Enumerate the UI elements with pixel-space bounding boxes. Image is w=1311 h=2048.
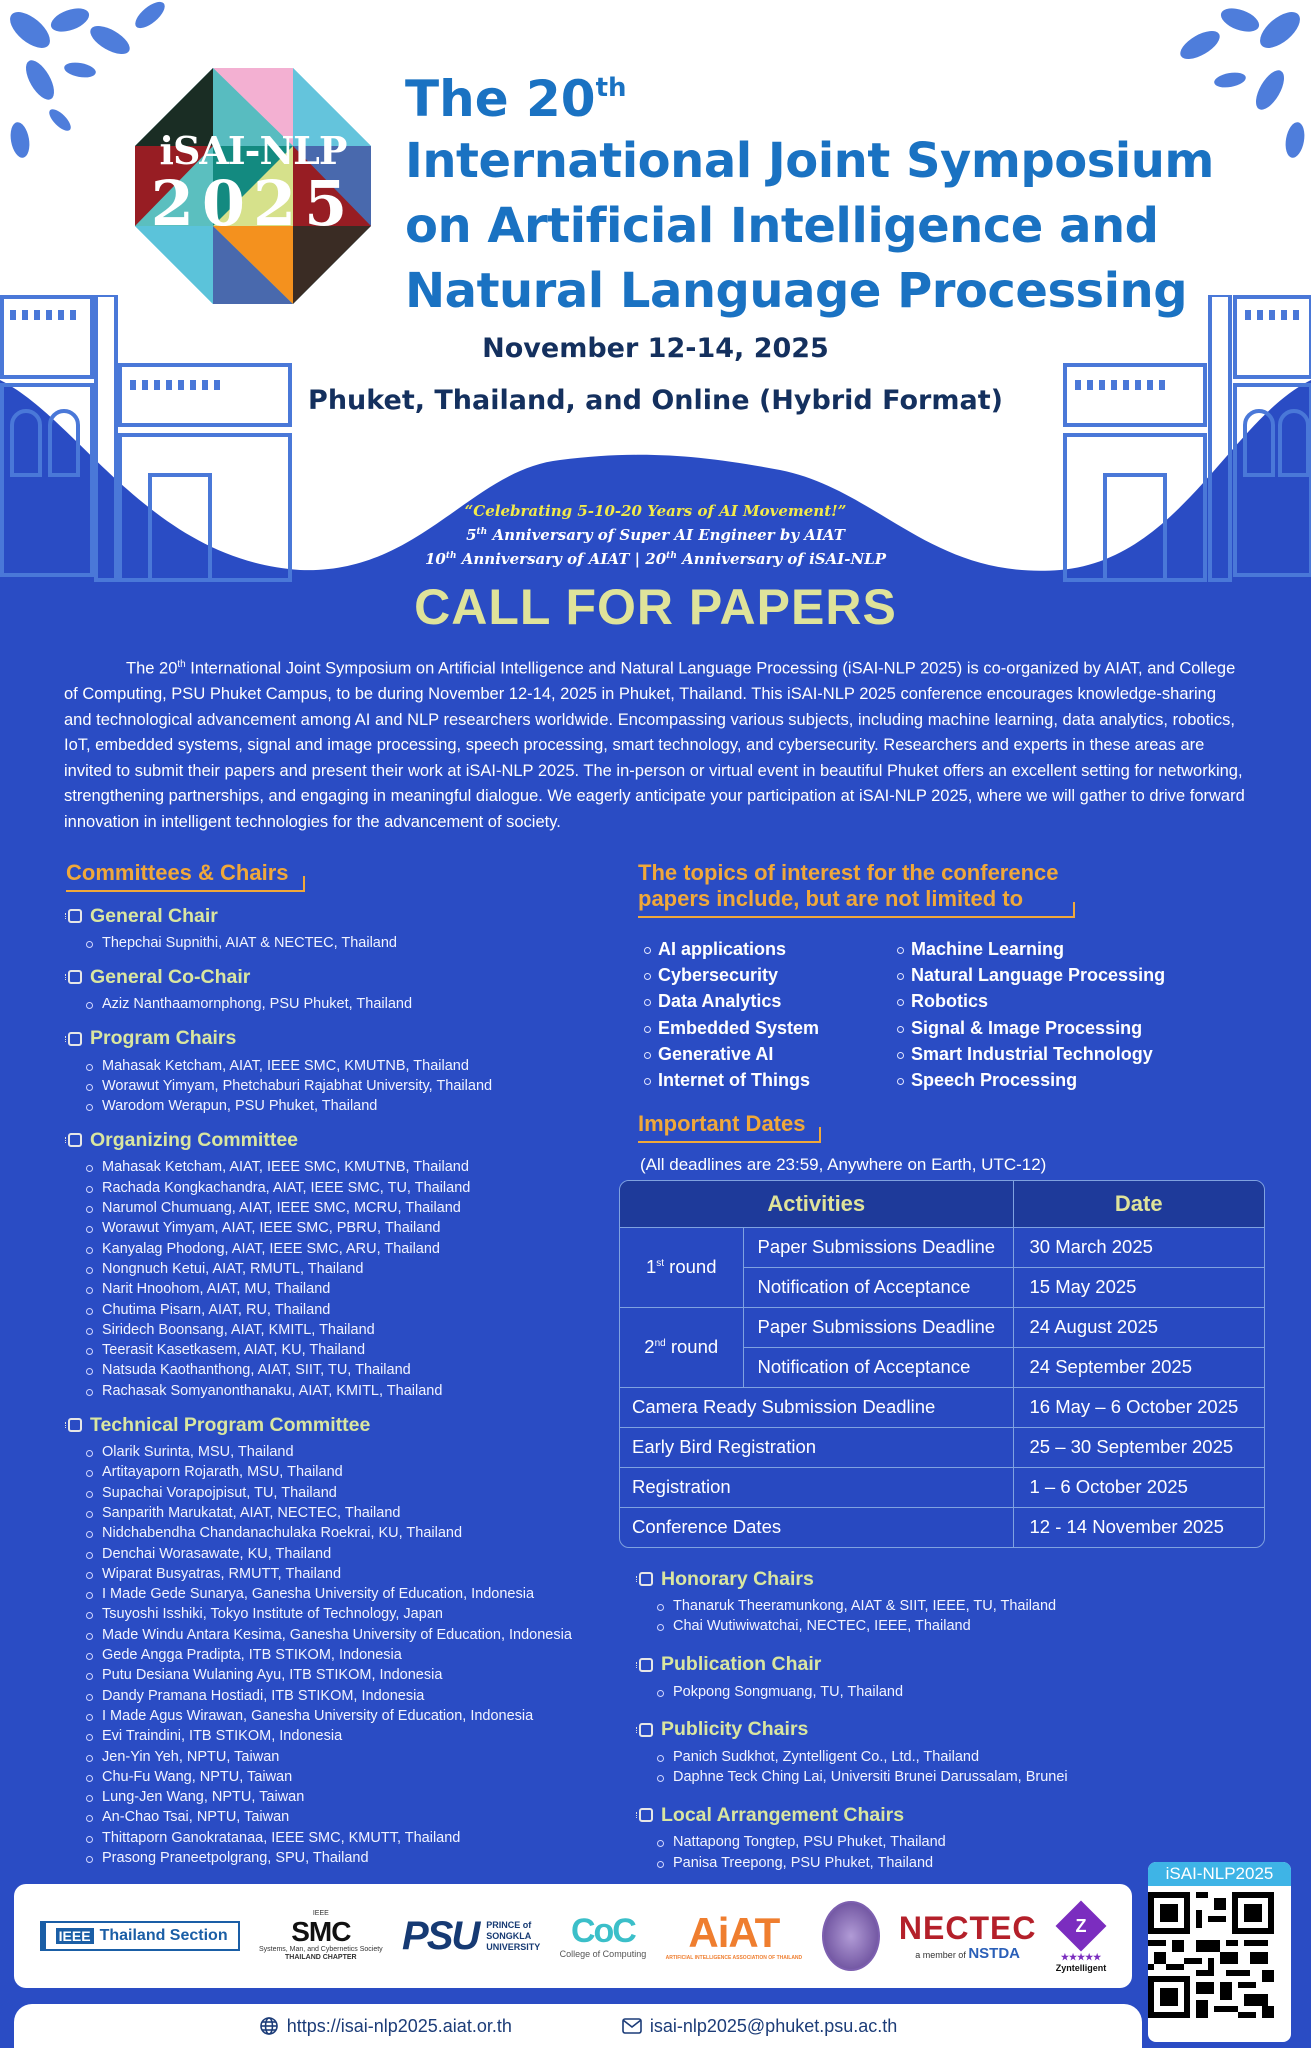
- table-row: Camera Ready Submission Deadline 16 May – 6 October 2025: [620, 1387, 1264, 1427]
- table-row: Registration 1 – 6 October 2025: [620, 1467, 1264, 1507]
- celebration-line-2: 5th Anniversary of Super AI Engineer by AIAT: [466, 526, 845, 544]
- list-item: Supachai Vorapojpisut, TU, Thailand: [86, 1483, 626, 1503]
- list-item: Panisa Treepong, PSU Phuket, Thailand: [657, 1853, 1257, 1873]
- ieee-smc-logo: IEEE SMC Systems, Man, and Cybernetics Society THAILAND CHAPTER: [258, 1910, 383, 1961]
- list-item: Warodom Werapun, PSU Phuket, Thailand: [86, 1096, 626, 1116]
- list-item: Pokpong Songmuang, TU, Thailand: [657, 1682, 1257, 1702]
- conference-title: [405, 58, 1214, 324]
- list-item: Wiparat Busyatras, RMUTT, Thailand: [86, 1564, 626, 1584]
- logo-text: [135, 128, 371, 240]
- list-item: Thanaruk Theeramunkong, AIAT & SIIT, IEEE, TU, Thailand: [657, 1596, 1257, 1616]
- ieee-thailand-logo: IEEE Thailand Section: [40, 1921, 240, 1951]
- chip-icon: [639, 1723, 653, 1737]
- list-item: I Made Agus Wirawan, Ganesha University of Education, Indonesia: [86, 1706, 626, 1726]
- title-line-2: on Artificial Intelligence and: [405, 198, 1159, 254]
- round-label: 2nd round: [620, 1307, 743, 1387]
- topic-item: Embedded System: [644, 1015, 897, 1041]
- list-item: Thepchai Supnithi, AIAT & NECTEC, Thailand: [86, 933, 626, 953]
- list-item: Evi Traindini, ITB STIKOM, Indonesia: [86, 1726, 626, 1746]
- qr-code-card[interactable]: [1148, 1862, 1291, 2042]
- column-header-date: Date: [1013, 1181, 1264, 1227]
- topics-section: [638, 860, 1278, 1175]
- table-row: 2nd round Paper Submissions Deadline 24 August 2025: [620, 1307, 1264, 1347]
- committee-group-organizing: Organizing Committee Mahasak Ketcham, AIAT, IEEE SMC, KMUTNB, Thailand Rachada Kongkachandra, AIAT, IEEE SMC, TU, Thailand Narumol Chumuang, AIAT, IEEE SMC, MCRU, Thailand Worawut Yimyam, AIAT, IEEE SMC, PBRU, Thailand Kanyalag Phodong, AIAT, IEEE SMC, ARU, Thailand Nongnuch Ketui, AIAT, RMUTL, Thailand Narit Hnoohom, AIAT, MU, Thailand Chutima Pisarn, AIAT, RU, Thailand Siridech Boonsang, AIAT, KMITL, Thailand Teerasit Kasetkasem, AIAT, KU, Thailand Natsuda Kaothanthong, AIAT, SIIT, TU, Thailand Rachasak Somyanonthanaku, AIAT, KMITL, Thailand: [66, 1126, 626, 1401]
- topic-item: Robotics: [897, 988, 1197, 1014]
- committee-group-publicity-chairs: Publicity Chairs Panich Sudkhot, Zyntelligent Co., Ltd., Thailand Daphne Teck Ching Lai, Universiti Brunei Darussalam, Brunei: [637, 1716, 1257, 1788]
- round-label: 1st round: [620, 1227, 743, 1307]
- university-seal-icon: [822, 1901, 880, 1971]
- call-for-papers-heading: CALL FOR PAPERS: [414, 579, 897, 635]
- conference-dates: November 12-14, 2025: [482, 333, 829, 364]
- list-item: Aziz Nanthaamornphong, PSU Phuket, Thailand: [86, 994, 626, 1014]
- topic-item: Generative AI: [644, 1041, 897, 1067]
- globe-icon: [259, 2016, 279, 2036]
- list-item: Tsuyoshi Isshiki, Tokyo Institute of Technology, Japan: [86, 1604, 626, 1624]
- list-item: Worawut Yimyam, AIAT, IEEE SMC, PBRU, Thailand: [86, 1218, 626, 1238]
- list-item: Made Windu Antara Kesima, Ganesha University of Education, Indonesia: [86, 1625, 626, 1645]
- committee-group-general-chair: General Chair Thepchai Supnithi, AIAT & NECTEC, Thailand: [66, 902, 626, 953]
- list-item: Lung-Jen Wang, NPTU, Taiwan: [86, 1787, 626, 1807]
- title-line-1: International Joint Symposium: [405, 133, 1214, 189]
- committee-group-local-arrangement: Local Arrangement Chairs Nattapong Tongtep, PSU Phuket, Thailand Panisa Treepong, PSU Phuket, Thailand: [637, 1801, 1257, 1873]
- topics-list: [644, 936, 1278, 1093]
- qr-label: iSAI-NLP2025: [1148, 1862, 1291, 1886]
- aiat-logo: AiAT ARTIFICIAL INTELLIGENCE ASSOCIATION OF THAILAND: [665, 1909, 803, 1961]
- list-item: I Made Gede Sunarya, Ganesha University of Education, Indonesia: [86, 1584, 626, 1604]
- list-item: Gede Angga Pradipta, ITB STIKOM, Indonesia: [86, 1645, 626, 1665]
- chip-icon: [639, 1808, 653, 1822]
- list-item: Panich Sudkhot, Zyntelligent Co., Ltd., Thailand: [657, 1747, 1257, 1767]
- chip-icon: [639, 1658, 653, 1672]
- chairs-section-right: [637, 1565, 1257, 1873]
- column-header-activities: Activities: [620, 1181, 1013, 1227]
- list-item: Nidchabendha Chandanachulaka Roekrai, KU, Thailand: [86, 1523, 626, 1543]
- committee-group-honorary-chairs: Honorary Chairs Thanaruk Theeramunkong, AIAT & SIIT, IEEE, TU, Thailand Chai Wutiwiwatchai, NECTEC, IEEE, Thailand: [637, 1565, 1257, 1637]
- email-link[interactable]: isai-nlp2025@phuket.psu.ac.th: [622, 2016, 897, 2037]
- committee-group-technical-program: Technical Program Committee Olarik Surinta, MSU, Thailand Artitayaporn Rojarath, MSU, Thailand Supachai Vorapojpisut, TU, Thailand Sanparith Marukatat, AIAT, NECTEC, Thailand Nidchabendha Chandanachulaka Roekrai, KU, Thailand Denchai Worasawate, KU, Thailand Wiparat Busyatras, RMUTT, Thailand I Made Gede Sunarya, Ganesha University of Education, Indonesia Tsuyoshi Isshiki, Tokyo Institute of Technology, Japan Made Windu Antara Kesima, Ganesha University of Education, Indonesia Gede Angga Pradipta, ITB STIKOM, Indonesia Putu Desiana Wulaning Ayu, ITB STIKOM, Indonesia Dandy Pramana Hostiadi, ITB STIKOM, Indonesia I Made Agus Wirawan, Ganesha University of Education, Indonesia Evi Traindini, ITB STIKOM, Indonesia Jen-Yin Yeh, NPTU, Taiwan Chu-Fu Wang, NPTU, Taiwan Lung-Jen Wang, NPTU, Taiwan An-Chao Tsai, NPTU, Taiwan Thittaporn Ganokratanaa, IEEE SMC, KMUTT, Thailand Prasong Praneetpolgrang, SPU, Thailand: [66, 1411, 626, 1868]
- list-item: Narumol Chumuang, AIAT, IEEE SMC, MCRU, Thailand: [86, 1198, 626, 1218]
- table-row: Early Bird Registration 25 – 30 September 2025: [620, 1427, 1264, 1467]
- important-dates-table: [619, 1180, 1265, 1548]
- committees-heading: Committees & Chairs: [66, 860, 303, 892]
- topic-item: Cybersecurity: [644, 962, 897, 988]
- topics-heading: The topics of interest for the conference papers include, but are not limited to: [638, 860, 1073, 918]
- logo-line1: iSAI-NLP: [159, 128, 347, 173]
- footer-contact-bar: [14, 2004, 1142, 2048]
- list-item: Chai Wutiwiwatchai, NECTEC, IEEE, Thailand: [657, 1616, 1257, 1636]
- list-item: Daphne Teck Ching Lai, Universiti Brunei Darussalam, Brunei: [657, 1767, 1257, 1787]
- list-item: Putu Desiana Wulaning Ayu, ITB STIKOM, Indonesia: [86, 1665, 626, 1685]
- nectec-logo: NECTEC a member of NSTDA: [898, 1909, 1037, 1962]
- chip-icon: [68, 1133, 82, 1147]
- logo-line2: 2025: [150, 167, 356, 240]
- conference-location: Phuket, Thailand, and Online (Hybrid Format): [308, 385, 1003, 416]
- topic-item: Signal & Image Processing: [897, 1015, 1197, 1041]
- table-row: Notification of Acceptance 24 September 2025: [620, 1347, 1264, 1387]
- list-item: Prasong Praneetpolgrang, SPU, Thailand: [86, 1848, 626, 1868]
- website-link[interactable]: https://isai-nlp2025.aiat.or.th: [259, 2016, 512, 2037]
- chip-icon: [68, 1418, 82, 1432]
- table-row: 1st round Paper Submissions Deadline 30 March 2025: [620, 1227, 1264, 1267]
- zyntelligent-logo: Z ★★★★★ Zyntelligent: [1056, 1900, 1107, 1973]
- list-item: Chu-Fu Wang, NPTU, Taiwan: [86, 1767, 626, 1787]
- topic-item: Machine Learning: [897, 936, 1197, 962]
- list-item: Nongnuch Ketui, AIAT, RMUTL, Thailand: [86, 1259, 626, 1279]
- list-item: Kanyalag Phodong, AIAT, IEEE SMC, ARU, Thailand: [86, 1239, 626, 1259]
- table-row: Notification of Acceptance 15 May 2025: [620, 1267, 1264, 1307]
- celebration-block: [0, 500, 1311, 570]
- psu-logo: PSU PRINCE of SONGKLA UNIVERSITY: [402, 1913, 541, 1958]
- topic-item: Speech Processing: [897, 1067, 1197, 1093]
- qr-code-icon[interactable]: [1148, 1892, 1274, 2018]
- list-item: Sanparith Marukatat, AIAT, NECTEC, Thailand: [86, 1503, 626, 1523]
- list-item: Artitayaporn Rojarath, MSU, Thailand: [86, 1462, 626, 1482]
- chip-icon: [68, 970, 82, 984]
- deadline-note: (All deadlines are 23:59, Anywhere on Earth, UTC-12): [640, 1155, 1047, 1175]
- committees-section: [66, 860, 626, 1868]
- sponsor-logos-bar: [14, 1884, 1132, 1988]
- topic-item: Internet of Things: [644, 1067, 897, 1093]
- list-item: Natsuda Kaothanthong, AIAT, SIIT, TU, Thailand: [86, 1360, 626, 1380]
- celebration-tagline: “Celebrating 5-10-20 Years of AI Movement!”: [464, 502, 847, 520]
- committee-group-publication-chair: Publication Chair Pokpong Songmuang, TU, Thailand: [637, 1651, 1257, 1702]
- committee-group-program-chairs: Program Chairs Mahasak Ketcham, AIAT, IEEE SMC, KMUTNB, Thailand Worawut Yimyam, Phetchaburi Rajabhat University, Thailand Warodom Werapun, PSU Phuket, Thailand: [66, 1025, 626, 1117]
- chip-icon: [68, 909, 82, 923]
- list-item: Worawut Yimyam, Phetchaburi Rajabhat University, Thailand: [86, 1076, 626, 1096]
- chip-icon: [639, 1572, 653, 1586]
- table-row: Conference Dates 12 - 14 November 2025: [620, 1507, 1264, 1547]
- title-ordinal-sup: th: [595, 73, 627, 103]
- list-item: Chutima Pisarn, AIAT, RU, Thailand: [86, 1300, 626, 1320]
- list-item: Siridech Boonsang, AIAT, KMITL, Thailand: [86, 1320, 626, 1340]
- list-item: An-Chao Tsai, NPTU, Taiwan: [86, 1807, 626, 1827]
- college-of-computing-logo: CoC College of Computing: [559, 1912, 647, 1959]
- topic-item: Natural Language Processing: [897, 962, 1197, 988]
- list-item: Jen-Yin Yeh, NPTU, Taiwan: [86, 1747, 626, 1767]
- mail-icon: [622, 2018, 642, 2034]
- chip-icon: [68, 1032, 82, 1046]
- list-item: Thittaporn Ganokratanaa, IEEE SMC, KMUTT, Thailand: [86, 1828, 626, 1848]
- list-item: Denchai Worasawate, KU, Thailand: [86, 1544, 626, 1564]
- list-item: Olarik Surinta, MSU, Thailand: [86, 1442, 626, 1462]
- important-dates-heading: Important Dates: [638, 1111, 819, 1143]
- title-ordinal: The 20: [405, 70, 596, 128]
- list-item: Rachasak Somyanonthanaku, AIAT, KMITL, Thailand: [86, 1381, 626, 1401]
- topic-item: AI applications: [644, 936, 897, 962]
- list-item: Mahasak Ketcham, AIAT, IEEE SMC, KMUTNB, Thailand: [86, 1157, 626, 1177]
- title-line-3: Natural Language Processing: [405, 263, 1188, 319]
- topic-item: Smart Industrial Technology: [897, 1041, 1197, 1067]
- list-item: Mahasak Ketcham, AIAT, IEEE SMC, KMUTNB, Thailand: [86, 1056, 626, 1076]
- list-item: Nattapong Tongtep, PSU Phuket, Thailand: [657, 1832, 1257, 1852]
- topic-item: Data Analytics: [644, 988, 897, 1014]
- list-item: Rachada Kongkachandra, AIAT, IEEE SMC, TU, Thailand: [86, 1178, 626, 1198]
- poster-header: [0, 0, 1311, 600]
- list-item: Teerasit Kasetkasem, AIAT, KU, Thailand: [86, 1340, 626, 1360]
- list-item: Narit Hnoohom, AIAT, MU, Thailand: [86, 1279, 626, 1299]
- list-item: Dandy Pramana Hostiadi, ITB STIKOM, Indonesia: [86, 1686, 626, 1706]
- celebration-line-3: 10th Anniversary of AIAT | 20th Anniversary of iSAI-NLP: [424, 550, 887, 568]
- intro-paragraph: The 20th International Joint Symposium on Artificial Intelligence and Natural Language Processing (iSAI-NLP 2025) is co-organized by AIAT, and College of Computing, PSU Phuket Campus, to be during November 12-14, 2025 in Phuket, Thailand. This iSAI-NLP 2025 conference encourages knowledge-sharing and technological advancement among AI and NLP researchers worldwide. Encompassing various subjects, including machine learning, data analytics, robotics, IoT, embedded systems, signal and image processing, speech processing, smart technology, and cybersecurity. Researchers and experts in these areas are invited to submit their papers and present their work at iSAI-NLP 2025. The in-person or virtual event in beautiful Phuket offers an excellent setting for networking, strengthening partnerships, and engaging in meaningful dialogue. We eagerly anticipate your participation at iSAI-NLP 2025, where we will gather to drive forward innovation in intelligent technologies for the advancement of society.: [64, 659, 1245, 832]
- committee-group-general-co-chair: General Co-Chair Aziz Nanthaamornphong, PSU Phuket, Thailand: [66, 963, 626, 1014]
